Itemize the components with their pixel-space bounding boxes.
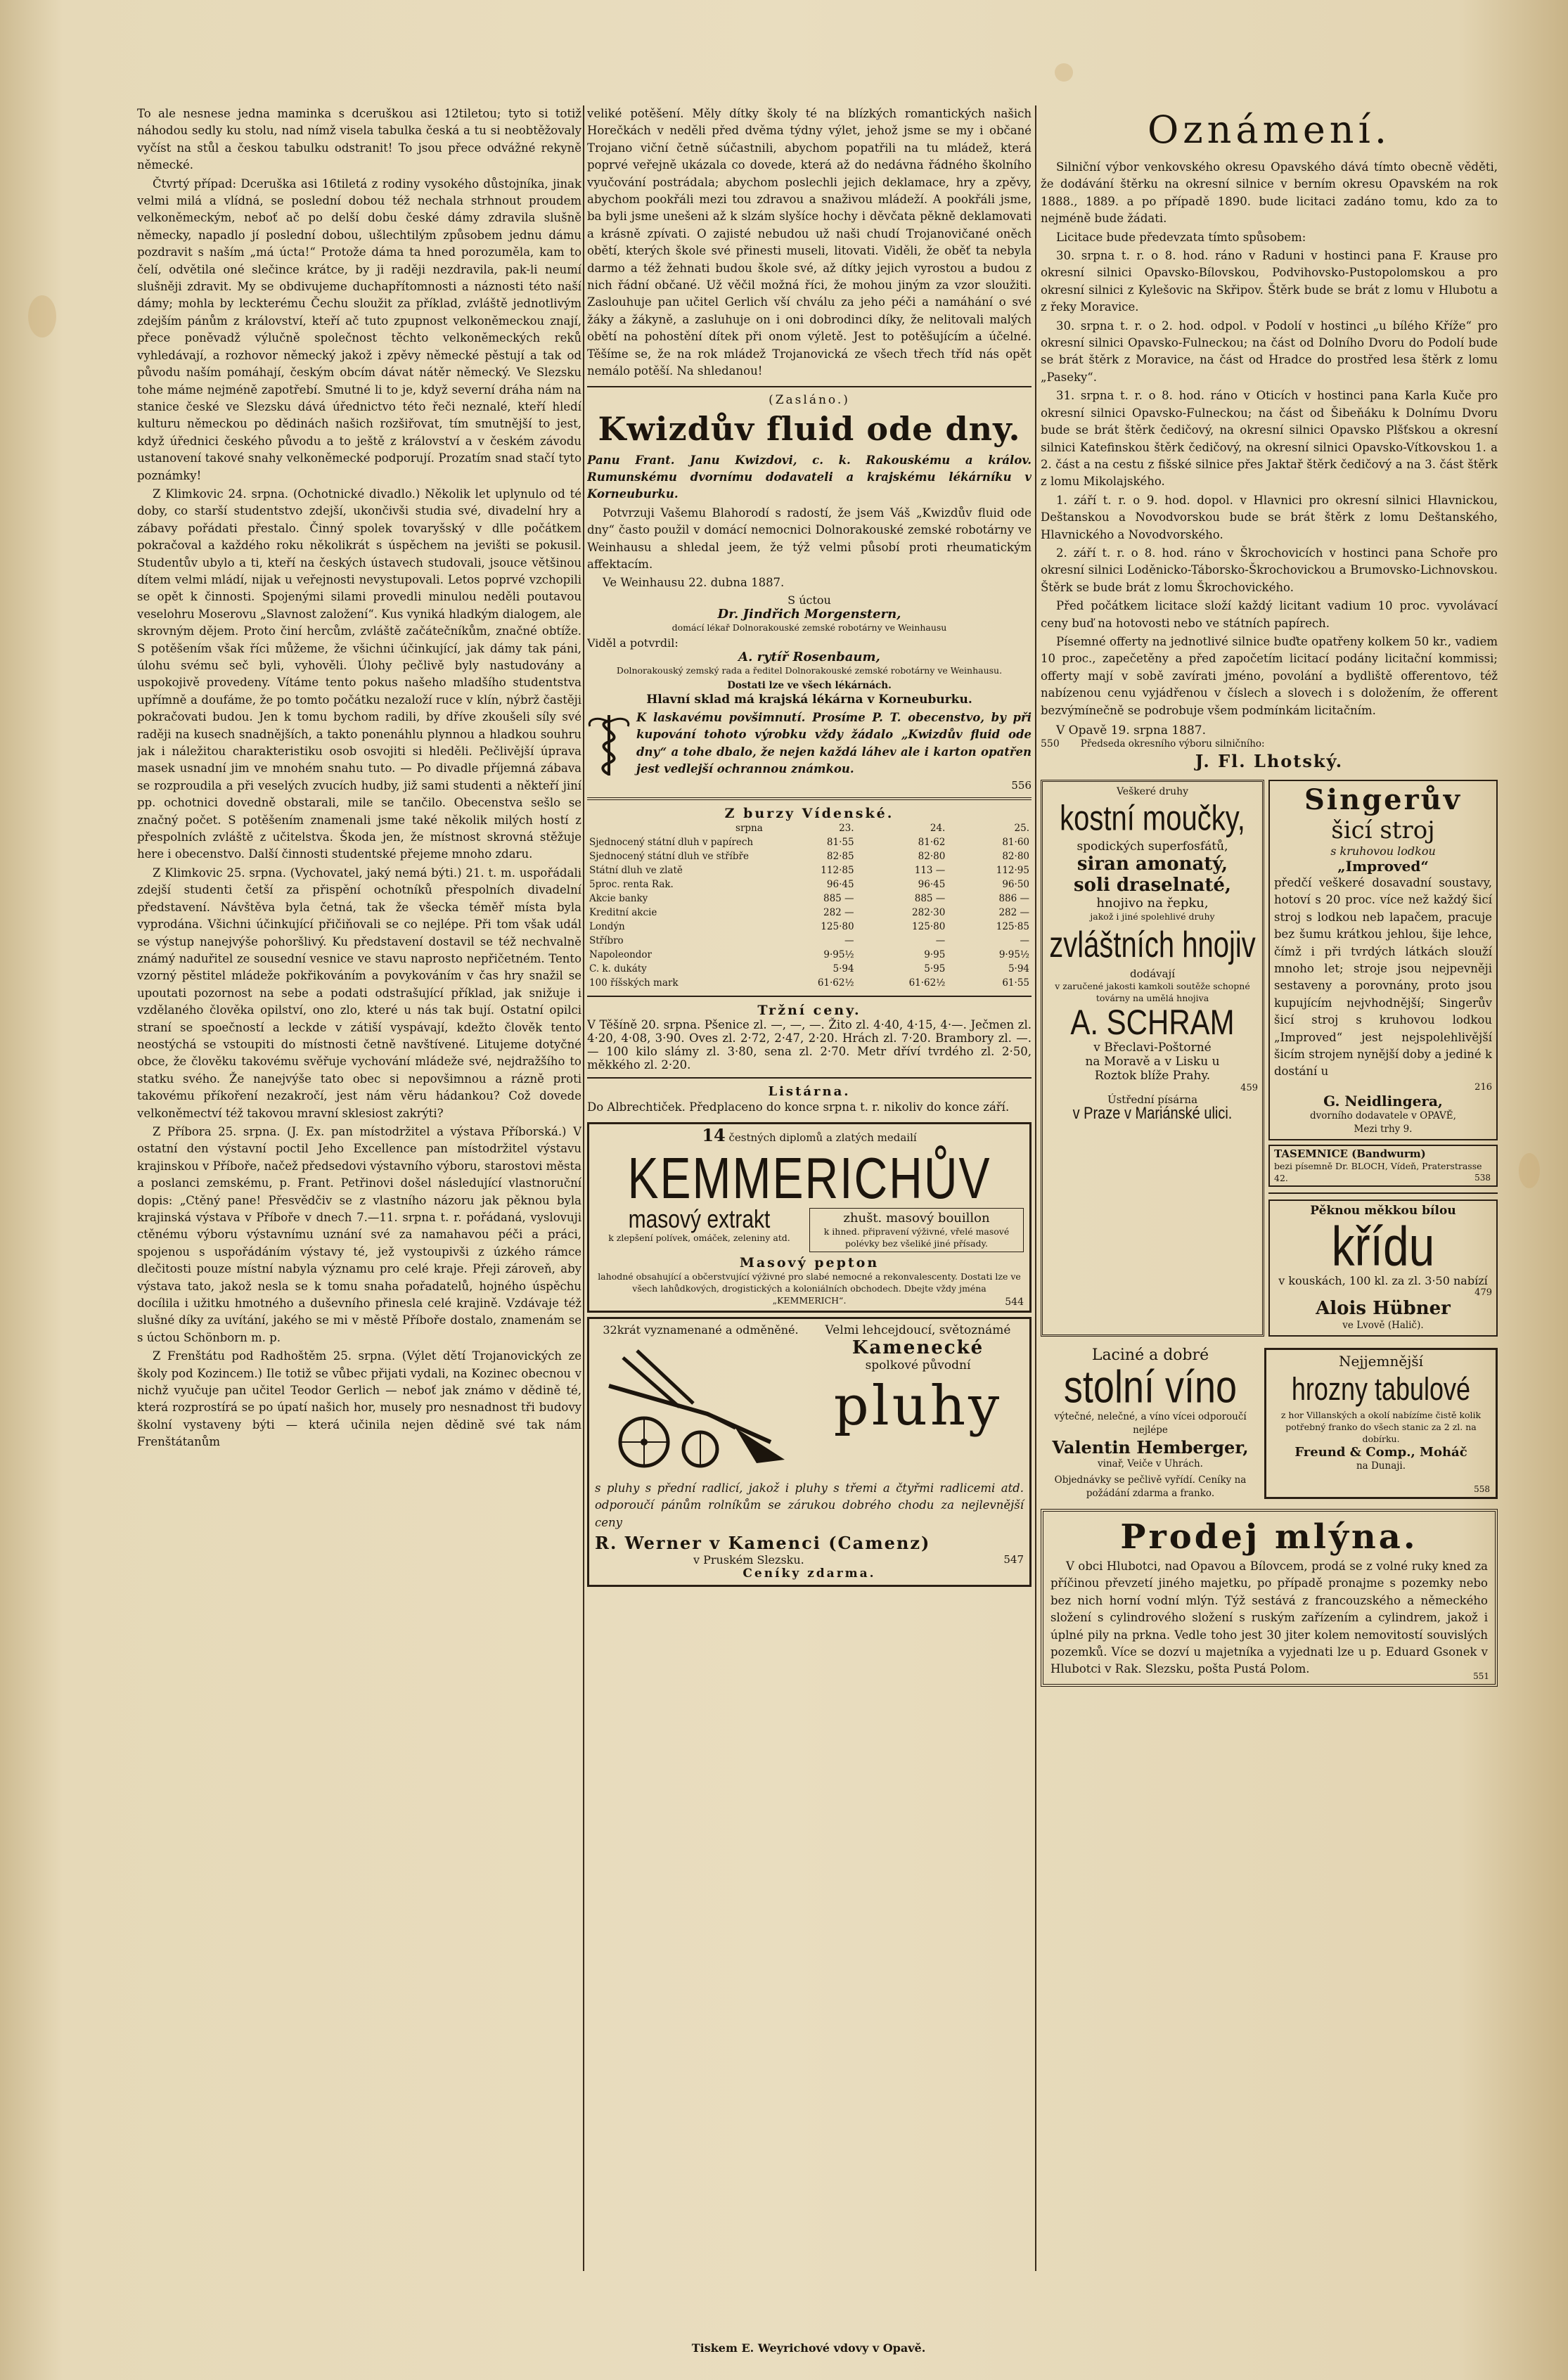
- table-cell: 886 —: [998, 893, 1029, 905]
- table-row: [587, 892, 1032, 906]
- plough-firm: R. Werner v Kamenci (Camenz): [595, 1533, 931, 1553]
- chalk-location: ve Lvově (Halič).: [1342, 1319, 1424, 1331]
- table-row: [587, 948, 1032, 962]
- plough-awards: 32krát vyznamenané a odměněné.: [603, 1323, 799, 1337]
- wine-title: stolní víno: [1063, 1361, 1238, 1413]
- table-cell: 100 říšských mark: [589, 977, 679, 989]
- market-prices-title: Tržní ceny.: [757, 1003, 861, 1019]
- article-paragraph: Čtvrtý případ: Dceruška asi 16tiletá z rodiny vysokého důstojníka, jinak velmi milá a vlídná, se poslední dobou též nechala strhnout proudem velkoněmeckým, neboť ač po delší dobu české dámy zdravila slušně německy, napadlo jí poslední dobou, ušlechtilým způsobem jednu dámu pozdravit s naším „má úcta!“ Protože dáma ta hned porozuměla, kam to čelí, odvětila oné slečince krátce, by ji raději nezdravila, pak-li neumí slušněji zdravit. My se obdivujeme duchapřítomnosti a náznosti této naší dámy; mohla by leckterému Čechu sloužit za příklad, zvláště jednotlivým zdejším pánům z království, kteří ač tuto zpupnost velkoněmeckou znají, přece poněvadž výlučně společnost těchto velkoněmeckých reků vyhledávají, a rozhovor německý jakož i zpěvy německé pěstují a tak od původu naším pomáhají, českým obcím dávat nátěr německý. Ve Slezsku tohe máme nejméně zapotřebí. Smutné li to je, když severní dráha nám na stanice české ve Slezsku dává úřednictvo této řeči neznalé, kteří hledí kulturu německou po dědinách našich rozšiřovat, tím smutnější to jest, když úřednici českého původu a to ještě z království a v českém závodu ustanovení takové snahy velkoněmecké podporují. Prozatím snad stačí tyto poznámky!: [137, 176, 581, 482]
- plough-subtitle: spolkové původní: [865, 1358, 971, 1372]
- table-header: 25.: [1014, 823, 1029, 835]
- kwizda-signature-title: Dolnorakouský zemský rada a ředitel Dolnorakouské zemské robotárny ve Weinhausu.: [616, 664, 1003, 676]
- schram-line: siran amonatý,: [1077, 854, 1228, 875]
- grapes-firm: Freund & Comp., Moháč: [1294, 1444, 1467, 1460]
- table-cell: 81·62: [918, 837, 946, 849]
- chalk-title: křídu: [1331, 1214, 1435, 1278]
- schram-fertilizers: zvláštních hnojiv: [1049, 925, 1256, 965]
- article-paragraph: Z Příbora 25. srpna. (J. Ex. pan místodržitel a výstava Příborská.) V ostatní den výstavní poctil Jeho Excellence pan místodržitel výstavu krajinskou v Příboře, načež předsedovi výstavního výboru, starostovi města a poslanci zemskému, p. Frant. Petřinovi došel následující vlastnoruční dopis: „Ctěný pane! Přesvědčiv se z vlastního názoru jak pěknou byla krajinská výstava v Příboře v dnech 7.—11. srpna t. r. pořádaná, vyslovuji ctěnému výboru výstavnímu uznání své za namahavou péči a práci, spojenou s uspořádáním výstavy té, jež vystoupivši z úzkého rámce dlečitosti pouze místní nabyla významu pro celé kraje. Přeji zároveň, aby výstava tato, jakož nesla se k tomu snaha pořadatelů, hojného úspěchu docílila i užitku hmotného a duševního přinesla celé krajině. Vzdávaje též slušné díky za uvítání, jakého se mi v městě Příboře dostalo, znamenám se s úctou Schönborn m. p.: [137, 1124, 581, 1344]
- schram-line: hnojivo na řepku,: [1096, 896, 1209, 911]
- announcement-paragraph: Písemné offerty na jednotlivé silnice buďte opatřeny kolkem 50 kr., vadiem 10 proc., zapečetěny a před započetím licitací podány licitační kommissi; offerty mají v sobě zavírati jméno, povolání a bydliště offerentovo, též nabízenou cenu vyjádřenou v číslech a slovech i s doložením, že offerent bezvýmínečně se podrobuje všem podmínkám licitačním.: [1041, 634, 1498, 717]
- burza-title: Z burzy Vídenské.: [724, 806, 894, 822]
- table-cell: 282 —: [823, 907, 854, 919]
- table-row: [587, 877, 1032, 892]
- table-cell: 82·85: [826, 851, 854, 863]
- wine-order: Objednávky se pečlivě vyřídí. Ceníky na požádání zdarma a franko.: [1054, 1474, 1247, 1499]
- ad-number: 538: [1474, 1172, 1491, 1183]
- caduceus-trademark-icon: [587, 712, 631, 777]
- table-row: [587, 849, 1032, 863]
- grapes-title: hrozny tabulové: [1291, 1370, 1471, 1407]
- schram-line: soli draselnaté,: [1074, 875, 1231, 896]
- plough-illustration-icon: [595, 1337, 806, 1477]
- article-paragraph: Z Klimkovic 24. srpna. (Ochotnické divadlo.) Několik let uplynulo od té doby, co starší studentstvo zdejší, ukončivši studia své, divadelní hry a zábavy pořádati přestalo. Činný spolek tovaryšský v dlle počátkem pokračoval a každého roku několikrát s úspěchem na jevišti se pokusil. Studentův ubylo a ti, kteří na českých ústavech studovali, jsouce většinou dítem velmi mládí, nijak u veřejnosti nevystupovali. Letos poprvé vzchopili se opět k činnosti. Spojenými silami provedli minulou neděli poutavou veselohru Moserovu „Slavnost založení“. Kus vyniká hladkým dialogem, ale skrovným dějem. Proto činí hercům, zvláště začátečníkům, značné obtíže. S potěšením však říci můžeme, že všichni účinkující, jak dámy tak páni, úlohu svému seč byli, vyhověli. Úlohy pečlivě byly nastudovány a uspokojivě provedeny. Vítáme tento pokus našeho mladšího studentstva upřímně a doufáme, že po tomto počátku nezaloží ruce v klín, nýbrž častěji pokračovati budou. Jen k tomu bychom radili, by dříve zkoušeli síly své raději na kusech snadnějších, a takto ponenáhlu plynnou a hladkou souhru jak i náležitou charakteristiku osob osvojiti si hleděli. Pečlivější úprava masek usnadní jim ve mnohém snahu tuto. — Po divadle příjemná zábava se rozproudila a při veselých zvucích hudby, již sami studenti a někteří jiní pp. ochotnici dovedně obstarali, mile se tančilo. Obecenstva sešlo se značný počet. S potěšením znamenali jsme také několik milých hostí z přespolních zvláště z učitelstva. Škoda jen, že místnost skrovná stěžuje here i obecenstvo. Další činnosti studentské přejeme mnoho zdaru.: [137, 487, 581, 861]
- table-cell: Sjednocený státní dluh v papírech: [589, 837, 754, 849]
- announcement-signature-title: Předseda okresního výboru silničního:: [1080, 738, 1265, 750]
- schram-advertisement: [1041, 780, 1264, 1337]
- table-cell: —: [935, 935, 946, 947]
- announcement-paragraph: Před počátkem licitace složí každý licitant vadium 10 proc. vyvolávací ceny buď na hotovosti nebo ve státních papírech.: [1041, 599, 1498, 630]
- ad-number: 558: [1474, 1484, 1490, 1494]
- table-cell: 885 —: [914, 893, 946, 905]
- announcement-paragraph: 30. srpna t. r. o 8. hod. ráno v Raduni v hostinci pana F. Krause pro okresní silnici Opavsko-Bílovskou, Podvihovsko-Pustopolomskou a pro okresní silnici z Kylešovic na Skřipov. Štěrk bude se brát z lomu v Hlubotu a z řeky Moravice.: [1041, 249, 1498, 314]
- wine-body: výtečné, nelečné, a víno vícei odporoučí nejlépe: [1054, 1410, 1247, 1436]
- schram-line: jakož i jiné spolehlivé druhy: [1090, 911, 1215, 922]
- kemmerich-advertisement: [587, 1122, 1032, 1313]
- table-cell: 125·80: [821, 921, 854, 933]
- singer-line: s kruhovou lodkou: [1330, 844, 1436, 858]
- ad-number: 547: [1003, 1553, 1024, 1566]
- burza-table: [587, 821, 1032, 990]
- table-cell: Stříbro: [589, 935, 624, 947]
- announcement-paragraph: Licitace bude předevzata tímto spůsobem:: [1056, 230, 1306, 244]
- table-row: [587, 962, 1032, 976]
- kwizda-body: Potvrzuji Vašemu Blahorodí s radostí, že jsem Váš „Kwizdův fluid ode dny“ často použil v domácí nemocnici Dolnorakouské zemské robotárny ve Weinhausu a shledal jeem, že týž velmi působí proti rheumatickým affektacím.: [587, 506, 1032, 571]
- ad-number: 551: [1473, 1671, 1489, 1681]
- kwizda-availability: Dostati lze ve všech lékárnách.: [727, 679, 892, 691]
- schram-line: spodických superfosfátů,: [1077, 840, 1228, 854]
- ad-number: 550: [1041, 738, 1060, 750]
- table-cell: 82·80: [918, 851, 946, 863]
- announcement-signature: J. Fl. Lhotský.: [1195, 751, 1344, 771]
- kwizda-main-store: Hlavní sklad má krajská lékárna v Korneuburku.: [646, 692, 972, 707]
- kemmerich-diplomas: čestných diplomů a zlatých medailí: [728, 1131, 917, 1144]
- zaslano-heading: (Zasláno.): [769, 392, 850, 407]
- kwizda-advertisement: [587, 410, 1032, 792]
- wine-advertisement: [1041, 1344, 1260, 1503]
- table-cell: Státní dluh ve zlatě: [589, 865, 683, 877]
- table-cell: 112·95: [996, 865, 1029, 877]
- wine-top: Laciné a dobré: [1091, 1346, 1209, 1364]
- schram-line: na Moravě a v Lisku u: [1085, 1055, 1220, 1069]
- announcement-title: Oznámení.: [1147, 108, 1392, 152]
- table-cell: C. k. dukáty: [589, 963, 647, 975]
- chalk-price: v kouskách, 100 kl. za zl. 3·50 nabízí: [1278, 1273, 1488, 1287]
- schram-line: v zaručené jakosti kamkoli soutěže schopné továrny na umělá hnojiva: [1055, 981, 1250, 1003]
- table-cell: 81·60: [1002, 837, 1029, 849]
- column-rule: [583, 105, 584, 2271]
- column-rule: [1035, 105, 1036, 2271]
- table-header: 23.: [839, 823, 854, 835]
- wine-location: vinař, Veiče v Uhrách.: [1098, 1458, 1203, 1469]
- grapes-advertisement: [1264, 1348, 1498, 1499]
- table-cell: 82·80: [1002, 851, 1029, 863]
- kwizda-greeting: S úctou: [788, 593, 831, 607]
- table-cell: Londýn: [589, 921, 625, 933]
- plough-title: pluhy: [833, 1374, 1003, 1438]
- table-cell: 9·95: [924, 949, 946, 961]
- table-cell: Akcie banky: [589, 893, 648, 905]
- kemmerich-bouillon-use: k ihned. připravení výživné, vřelé masové polévky bez všeliké jiné přísady.: [823, 1226, 1010, 1249]
- table-cell: 96·45: [918, 879, 946, 891]
- table-cell: Kreditní akcie: [589, 907, 657, 919]
- wine-firm: Valentin Hemberger,: [1052, 1436, 1249, 1458]
- kwizda-seen: Viděl a potvrdil:: [587, 636, 679, 650]
- announcement-paragraph: 31. srpna t. r. o 8. hod. ráno v Oticích v hostinci pana Karla Kuče pro okresní silnici Opavsko-Fulneckou; na část od Šibeňáku k Dolnímu Dvoru bude se brát štěrk čedičový, na okresní silnici Opavsko Plšťskou a okresní silnici Katefinskou štěrk čedičový, na okresní silnici Opavsko-Vítkovskou 1. a 2. část a na cestu z fišské silnice přes Jaktař štěrk čedičový a na 3. část štěrk z lomu Mikolajského.: [1041, 389, 1498, 489]
- listarna-text: Do Albrechtiček. Předplaceno do konce srpna t. r. nikoliv do konce září.: [587, 1100, 1010, 1114]
- listarna-title: Listárna.: [768, 1084, 851, 1100]
- paper-stain: [1055, 63, 1073, 82]
- schram-line: v Břeclavi-Poštorné: [1093, 1041, 1212, 1055]
- announcement-paragraph: 2. září t. r. o 8. hod. ráno v Škrochovicích v hostinci pana Schoře pro okresní silnici Loděnicko-Táborsko-Škrochovickou a Brumovsko-Lichnovskou. Štěrk se bude brát z lomu Škrochovického.: [1041, 546, 1498, 594]
- table-row: [587, 934, 1032, 948]
- table-cell: 885 —: [823, 893, 854, 905]
- kemmerich-peptone-text: lahodné obsahující a občerstvující výživné pro slabé nemocné a rekonvalescenty. Dostati lze ve všech lahůdkových, drogistických a koloniálních obchodech. Dbejte vždy jména „KEMMERICH“.: [598, 1271, 1021, 1306]
- table-cell: 5·94: [833, 963, 854, 975]
- table-cell: 5·94: [1008, 963, 1029, 975]
- singer-title: Singerův: [1304, 783, 1462, 816]
- kwizda-signature: Dr. Jindřich Morgenstern,: [717, 606, 901, 622]
- kwizda-title: Kwizdův fluid ode dny.: [598, 409, 1021, 448]
- singer-line: „Improved“: [1337, 858, 1429, 875]
- chalk-firm: Alois Hübner: [1316, 1297, 1451, 1319]
- table-cell: 113 —: [914, 865, 946, 877]
- plough-firm-location: v Pruském Slezsku.: [693, 1553, 804, 1567]
- table-header-row: [587, 821, 1032, 835]
- table-cell: 282·30: [912, 907, 946, 919]
- column-left: [137, 105, 581, 2310]
- section-divider: [1268, 1192, 1498, 1194]
- table-cell: 61·62½: [908, 977, 946, 989]
- table-cell: 125·80: [912, 921, 946, 933]
- plough-advertisement: [587, 1317, 1032, 1587]
- ad-number: 459: [1240, 1083, 1258, 1093]
- table-cell: 61·62½: [817, 977, 854, 989]
- announcement-paragraph: 1. září t. r. o 9. hod. dopol. v Hlavnici pro okresní silnici Hlavnickou, Deštanskou a Novodvorskou bude se brát štěrk z lomu Deštanského, Hlavnického a Novodvorského.: [1041, 493, 1498, 541]
- column-right: [1041, 105, 1498, 2320]
- section-divider: [587, 797, 1032, 800]
- table-row: [587, 976, 1032, 990]
- table-cell: 125·85: [996, 921, 1029, 933]
- table-cell: 9·95½: [998, 949, 1029, 961]
- grapes-location: na Dunaji.: [1356, 1460, 1406, 1472]
- section-divider: [587, 1077, 1032, 1079]
- singer-advertisement: [1268, 780, 1498, 1140]
- table-cell: —: [844, 935, 854, 947]
- table-cell: Napoleondor: [589, 949, 652, 961]
- kemmerich-bouillon: zhušt. masový bouillon: [843, 1210, 990, 1226]
- plough-tagline: Velmi lehcejdoucí, světoznámé: [825, 1323, 1011, 1337]
- tasemnice-advertisement: [1268, 1145, 1498, 1187]
- plough-description: s pluhy s přední radlicí, jakož i pluhy s třemi a čtyřmi radlicemi atd. odporoučí pánům rolníkům se zárukou dobrého chodu za nejlevnější ceny: [595, 1481, 1024, 1529]
- ad-number: 544: [1005, 1296, 1024, 1308]
- table-row: [587, 863, 1032, 877]
- singer-line: Mezi trhy 9.: [1354, 1123, 1413, 1135]
- table-cell: 5·95: [924, 963, 946, 975]
- ad-number: 479: [1474, 1287, 1492, 1298]
- grapes-header: Nejjemnější: [1338, 1352, 1424, 1370]
- mill-sale-body: V obci Hlubotci, nad Opavou a Bílovcem, prodá se z volné ruky kned za příčinou převzetí jiného majetku, po případě pronajme s pozemky nebo bez nich horní vodní mlýn. Týž sestává z francouzského a německého složení s cylindrového složení s ruským zařízením a cylindrem, jakož i úplné pily na prkna. Vedle toho jest 30 jiter kolem nemovitostí souvislých pozemků. Více se dozví u majetníka a vyjednati lze u p. Eduard Gsonek v Hlubotci v Rak. Slezsku, pošta Pustá Polom.: [1050, 1559, 1488, 1676]
- schram-firm: A. SCHRAM: [1070, 1002, 1235, 1042]
- announcement-place-date: V Opavě 19. srpna 1887.: [1056, 723, 1207, 738]
- schram-line: Ústřední písárna: [1107, 1093, 1198, 1106]
- singer-line: dvorního dodavatele v OPAVĚ,: [1310, 1109, 1456, 1121]
- kemmerich-extract: masový extrakt: [628, 1205, 771, 1233]
- schram-bone-meal: kostní moučky,: [1060, 799, 1245, 838]
- mill-sale-advertisement: [1041, 1509, 1498, 1687]
- table-row: [587, 920, 1032, 934]
- kwizda-signature-title: domácí lékař Dolnorakouské zemské robotárny ve Weinhausu: [671, 622, 947, 633]
- ad-number: 556: [1011, 779, 1032, 792]
- table-header: srpna: [735, 823, 763, 835]
- article-paragraph: To ale nesnese jedna maminka s dceruškou asi 12tiletou; tyto si totiž náhodou sedly ku stolu, nad nímž visela tabulka česká a tu si neobtěžovaly vyčíst na stůl a českou tabulku odstranit! To jsou přece odvážné rekyně německé.: [137, 107, 581, 172]
- singer-subtitle: šicí stroj: [1331, 816, 1435, 844]
- chalk-header: Pěknou měkkou bílou: [1310, 1203, 1456, 1218]
- singer-body: předčí veškeré dosavadní soustavy, hotoví s 20 proc. více než každý šicí stroj s lodkou neb lapačem, pracuje bez šumu krátkou jehlou, šije lehce, čímž i při tvrdých látkách slouží mnoho let; stroje jsou nejpevněji sestaveny a porovnány, proto jsou kupujícím nejvhodnější; Singerův šicí stroj s kruhovou lodkou „Improved“ jest nejspolehlivější šicím strojem nynější doby a jediné k dostání u: [1274, 876, 1492, 1079]
- announcement-paragraph: 30. srpna t. r. o 2. hod. odpol. v Podolí v hostinci „u bílého Kříže“ pro okresní silnici Opavsko-Fulneckou; na část od Dolního Dvoru do Podolí bude se brát štěrk z Moravice, na část od Hradce do prostřed lesa štěrk z lomu „Paseky“.: [1041, 319, 1498, 384]
- section-divider: [587, 386, 1032, 387]
- kwizda-signature: A. rytíř Rosenbaum,: [738, 649, 880, 664]
- table-cell: 61·55: [1002, 977, 1029, 989]
- table-cell: 5proc. renta Rak.: [589, 879, 674, 891]
- table-cell: —: [1020, 935, 1029, 947]
- tasemnice-text: bezi písemně Dr. BLOCH, Vídeň, Praterstrasse 42.: [1274, 1160, 1482, 1183]
- article-paragraph: Z Frenštátu pod Radhoštěm 25. srpna. (Výlet dětí Trojanovických ze školy pod Kozincem.) Ile totiž se vůbec přijati vydali, na Kozinec obecnou v nichž vyučuje pan učitel Teodor Gerlich — neboť jak známo v dědině té, která rozprostírá se po úpatí našich hor, musely pro nesnadnost tři budovy školní vystaveny býti — která učinila nejen dědině své tak nám Frenštátanům: [137, 1349, 581, 1449]
- singer-firm: G. Neidlingera,: [1323, 1092, 1443, 1109]
- table-cell: 282 —: [998, 907, 1029, 919]
- tasemnice-title: TASEMNICE (Bandwurm): [1274, 1147, 1426, 1160]
- kemmerich-extract-use: k zlepšení polívek, omáček, zeleniny atd.: [608, 1232, 790, 1243]
- column-middle: [587, 105, 1032, 2327]
- kemmerich-title: KEMMERICHŮV: [627, 1145, 991, 1211]
- plough-brand: Kamenecké: [852, 1337, 984, 1358]
- schram-line: v Praze v Mariánské ulici.: [1072, 1104, 1233, 1124]
- grapes-body: z hor Villanských a okolí nabízíme čistě kolik potřebný franko do všech stanic za 2 zl. na dobírku.: [1280, 1409, 1482, 1444]
- market-prices-text: V Těšíně 20. srpna. Pšenice zl. —, —, —. Žito zl. 4·40, 4·15, 4·—. Ječmen zl. 4·20, 4·08, 3·90. Oves zl. 2·72, 2·47, 2·20. Hrách zl. 7·20. Brambory zl. —. — 100 kilo slámy zl. 3·80, sena zl. 2·70. Metr dříví tvrdého zl. 2·50, měkkého zl. 2·20.: [587, 1018, 1032, 1072]
- kemmerich-peptone: Masový pepton: [739, 1254, 880, 1271]
- announcement-paragraph: Silniční výbor venkovského okresu Opavského dává tímto obecně věděti, že dodávání štěrku na okresní silnice v berním okresu Opavském na rok 1888., 1889. a po případě 1890. bude licitaci zadáno tomu, kdo za to nejméně bude žádati.: [1041, 160, 1498, 226]
- table-cell: 81·55: [826, 837, 854, 849]
- kemmerich-diploma-count: 14: [702, 1124, 726, 1145]
- table-header: 24.: [930, 823, 946, 835]
- article-paragraph: veliké potěšení. Měly dítky školy té na blízkých romantických našich Horečkách v neděli před dvěma týdny výlet, jehož jsme se my i občané Trojano viční četně súčastnili, abychom popatřili na tu mládež, která poprvé veřejně ukázala co dovede, která až do nedávna řádného školního vyučování postrádala; abychom poslechli jejich deklamace, hry a zpěvy, abychom pookřáli mezi tou zdravou a snaživou mládeží. A pookřáli jsme, ba byli jsme unešeni až k slzám slyšíce hochy i děvčata pěkně deklamovati a krásně zpívati. O zajisté nebudou už naši chudí Trojanovičané oněch obětí, kterých škole své přinesti museli, litovati. Viděli, že oběť ta nebyla darmo a též žehnati budou škole své, až dítky jejich vyrostou a budou z nich řádní občané. Už věčil možná říci, že mohou jiným za vzor sloužiti. Zaslouhuje pan učitel Gerlich vší chválu za jeho péči a namáhání o své žáky a žákyně, a zasluhuje on i oni dobrodinci díky, že nelitovali malých obětí na pohostění dítek při onom výletě. Jest to potěšujícím a účelné. Těšíme se, že na rok mládež Trojanovická ze všech třech tříd nás opět nemálo potěší. Na shledanou!: [587, 107, 1032, 378]
- schram-line: Roztok blíže Prahy.: [1094, 1069, 1211, 1083]
- schram-line: dodávají: [1129, 967, 1176, 980]
- table-cell: 96·45: [826, 879, 854, 891]
- plough-pricelist: Ceníky zdarma.: [743, 1567, 876, 1581]
- table-cell: Sjednocený státní dluh ve stříbře: [589, 851, 749, 863]
- paper-stain: [1519, 1153, 1540, 1188]
- kwizda-place: Ve Weinhausu 22. dubna 1887.: [603, 576, 785, 590]
- table-cell: 112·85: [821, 865, 854, 877]
- table-row: [587, 906, 1032, 920]
- kwizda-notice: K laskavému povšimnutí. Prosíme P. T. obecenstvo, by při kupování tohoto výrobku vždy žádalo „Kwizdův fluid ode dny“ a tohe dbalo, že nejen každá láhev ale i karton opatřen jest vedlejší ochrannou známkou.: [636, 710, 1032, 776]
- kwizda-address: Panu Frant. Janu Kwizdovi, c. k. Rakouskému a králov. Rumunskému dvornímu dodavateli a krajskému lékárníku v Korneuburku.: [587, 453, 1032, 501]
- table-cell: 9·95½: [823, 949, 854, 961]
- chalk-advertisement: [1268, 1199, 1498, 1337]
- table-row: [587, 835, 1032, 849]
- article-paragraph: Z Klimkovic 25. srpna. (Vychovatel, jaký nemá býti.) 21. t. m. uspořádali zdejší studenti četší za přispění ochotníků přespolních divadelní představení. Návštěva byla četná, tak že všecka téměř místa byla vyprodána. Všichni účinkující přičiňovali se co nejlépe. Při tom však udál se výstup nanejvýše pohoršlivý. Ku představení dostavil se též nechvalně známý naduřitel ze sousední vesnice ve stavu naprosto nepřičetném. Tento vzorný pěstitel mládeže pokřikováním a povykováním v čas hry snažil se upoutati pozornost na sebe a podati odstrašující příklad, jak snižuje i vzdělaného člověka opilství, ono zlo, které u nás tak bují. Ostatní opilci straní se spoečností a leckde v zátiší vyspávají, kdežto člověk tento neostýchá se vstoupiti do místnosti četně navštívené. Litujeme dotyčné obce, že člověku takovému svěřuje vychování mládeže své, nejdražšího to statku svého. Že nanejvýše tato obec si nepovšimnou a rázně proti takovému příkoření nezakročí, jest nám věru hádankou? Což dovede velkoněmectví též takovou mravní sklesiost zakrýti?: [137, 866, 581, 1120]
- mill-sale-title: Prodej mlýna.: [1120, 1517, 1418, 1557]
- ad-number: 216: [1474, 1081, 1492, 1093]
- table-cell: 96·50: [1002, 879, 1029, 891]
- printer-imprint: Tiskem E. Weyrichové vdovy v Opavě.: [691, 2341, 926, 2355]
- schram-top: Veškeré druhy: [1116, 786, 1189, 797]
- paper-stain: [28, 295, 56, 337]
- section-divider: [587, 996, 1032, 997]
